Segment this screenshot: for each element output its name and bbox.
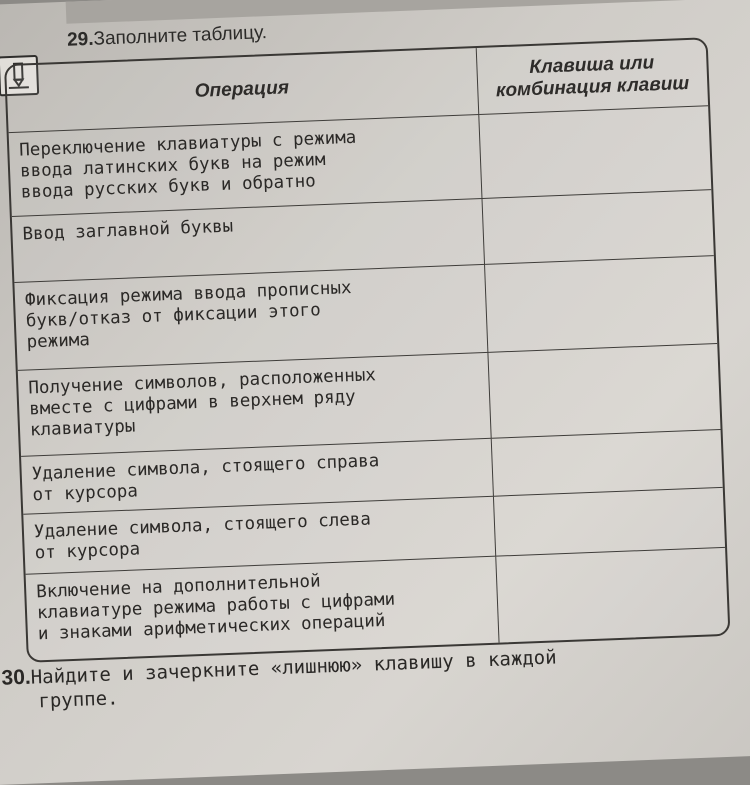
operation-cell: Ввод заглавной буквы — [12, 198, 484, 282]
task-29-number: 29. — [66, 28, 94, 51]
operations-table — [4, 37, 730, 662]
answer-cell[interactable] — [484, 256, 717, 353]
operation-cell: Удаление символа, стоящего слева от курсора — [23, 496, 495, 574]
header-key: Клавиша или комбинация клавиш — [476, 39, 708, 114]
task-30-number: 30. — [1, 665, 32, 690]
operation-cell: Включение на дополнительной клавиатуре режима работы с цифрами и знаками арифметических операций — [26, 556, 499, 660]
answer-cell[interactable] — [478, 106, 711, 199]
task-29-title — [67, 22, 268, 52]
answer-cell[interactable] — [491, 429, 723, 496]
task-29-text: Заполните таблицу. — [93, 22, 268, 50]
answer-cell[interactable] — [481, 190, 713, 265]
task-30-text: Найдите и зачеркните «лишнюю» клавишу в каждой — [30, 646, 557, 689]
top-strip — [66, 0, 716, 24]
operation-cell: Удаление символа, стоящего справа от курсора — [21, 438, 493, 514]
answer-cell[interactable] — [487, 344, 720, 439]
operation-cell: Переключение клавиатуры с режима ввода латинских букв на режим ввода русских букв и обратно — [9, 115, 482, 217]
operation-cell: Получение символов, расположенных вместе с цифрами в верхнем ряду клавиатуры — [18, 352, 491, 456]
answer-cell[interactable] — [495, 547, 728, 642]
answer-cell[interactable] — [493, 487, 725, 556]
operation-cell: Фиксация режима ввода прописных букв/отказ от фиксации этого режима — [14, 264, 487, 370]
header-operation: Операция — [6, 48, 478, 132]
task-30-line-2: группе. — [38, 687, 119, 713]
